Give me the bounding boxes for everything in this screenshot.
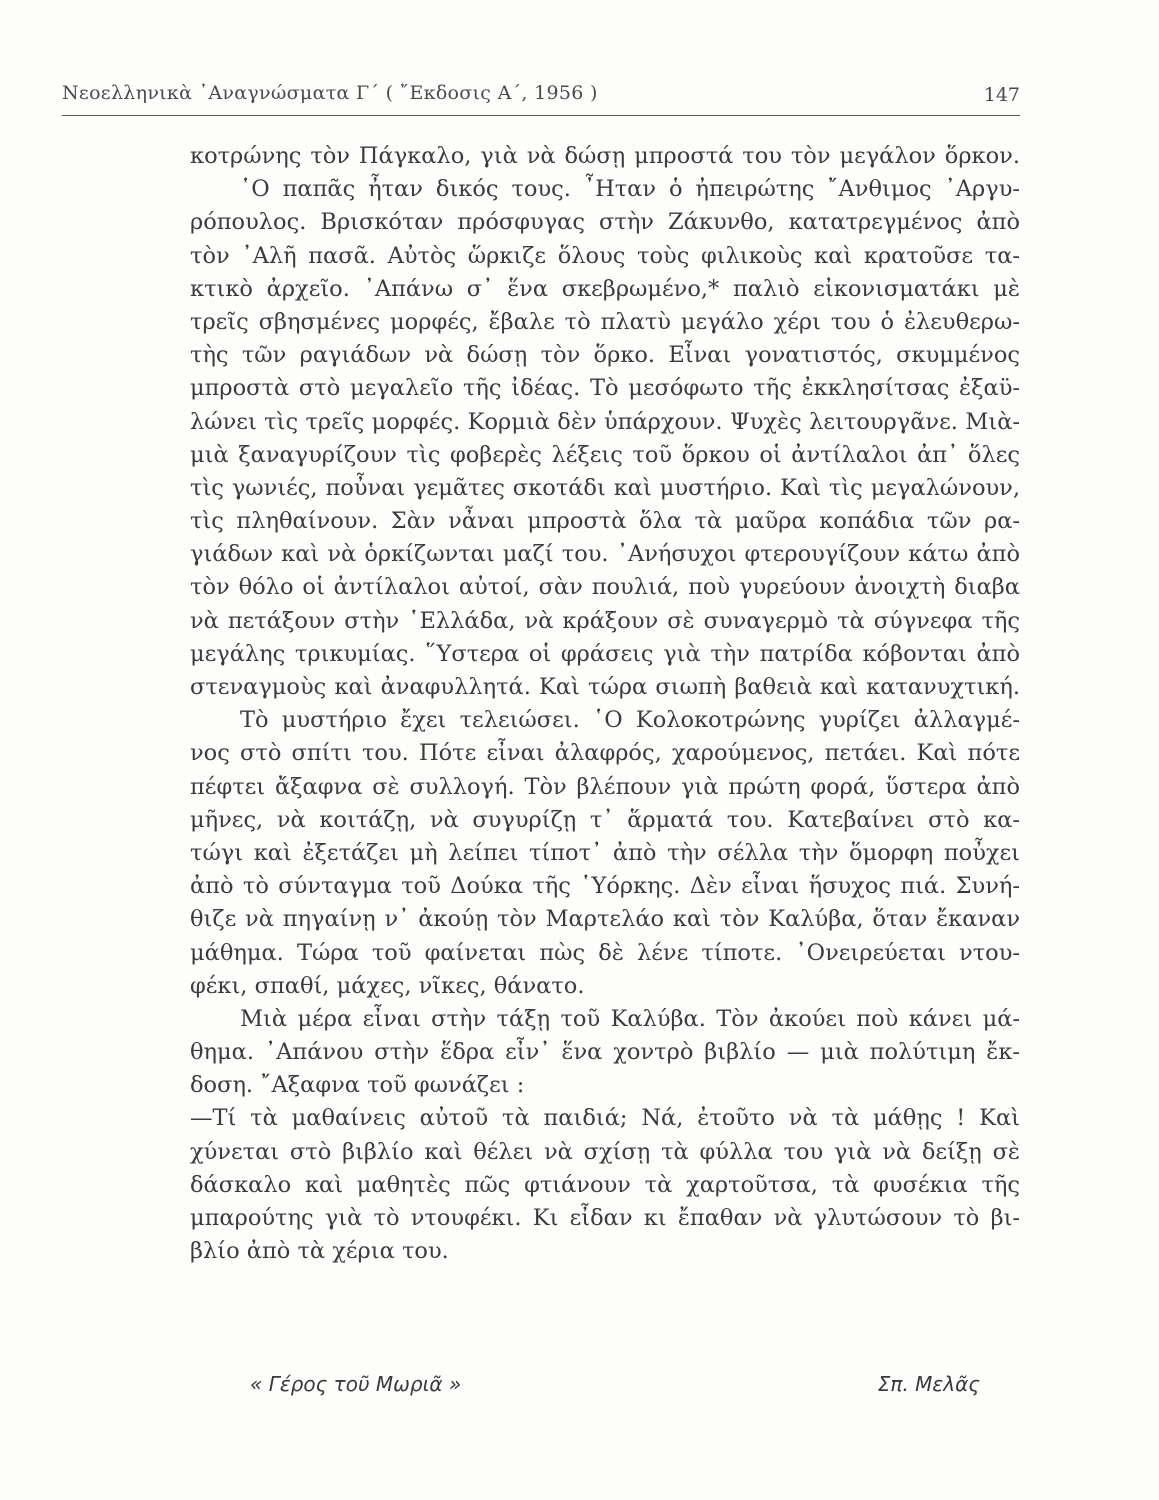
text-line: κοτρώνης τὸν Πάγκαλο, γιὰ νὰ δώσῃ μπροστά του τὸν μεγάλον ὅρκον. [190, 143, 1020, 169]
text-line: Τὸ μυστήριο ἔχει τελειώσει. ῾Ο Κολοκοτρώνης γυρίζει ἀλλαγμέ- [240, 707, 1020, 734]
text-line: μπροστὰ στὸ μεγαλεῖο τῆς ἰδέας. Τὸ μεσόφωτο τῆς ἐκκλησίτσας ἐξαϋ- [190, 375, 1020, 402]
text-line: τὸν ᾿Αλῆ πασᾶ. Αὐτὸς ὥρκιζε ὅλους τοὺς φιλικοὺς καὶ κρατοῦσε τα- [190, 242, 1020, 269]
text-line: μεγάλης τρικυμίας. ῞Υστερα οἱ φράσεις γιὰ τὴν πατρίδα κόβονται ἀπὸ [190, 640, 1020, 667]
text-line: μάθημα. Τώρα τοῦ φαίνεται πὼς δὲ λένε τίποτε. ᾿Ονειρεύεται ντου- [190, 939, 1020, 966]
header-rule [62, 115, 1020, 116]
text-line: τὸν θόλο οἱ ἀντίλαλοι αὐτοί, σὰν πουλιά, ποὺ γυρεύουν ἀνοιχτὴ διαβα [190, 574, 1020, 601]
text-line: γιάδων καὶ νὰ ὁρκίζωνται μαζί του. ᾿Ανήσυχοι φτερουγίζουν κάτω ἀπὸ [190, 541, 1020, 568]
text-line: δοση. ῎Αξαφνα τοῦ φωνάζει : [190, 1072, 525, 1099]
page-footer [250, 1372, 980, 1412]
text-line: ἀπὸ τὸ σύνταγμα τοῦ Δούκα τῆς ῾Υόρκης. Δὲν εἶναι ἥσυχος πιά. Συνή- [190, 873, 1020, 900]
page-number: 147 [983, 84, 1020, 106]
text-line: τὴς τῶν ραγιάδων νὰ δώσῃ τὸν ὅρκο. Εἶναι γονατιστός, σκυμμένος [190, 342, 1020, 369]
page-header [62, 74, 1020, 114]
text-line: κτικὸ ἀρχεῖο. ᾿Απάνω σ᾿ ἕνα σκεβρωμένο,* παλιὸ εἰκονισματάκι μὲ [190, 275, 1020, 302]
text-line: ῾Ο παπᾶς ἦταν δικός τους. ῏Ηταν ὁ ἠπειρώτης ῎Ανθιμος ᾿Αργυ- [240, 176, 1020, 203]
text-line: πέφτει ἄξαφνα σὲ συλλογή. Τὸν βλέπουν γιὰ πρώτη φορά, ὕστερα ἀπὸ [190, 773, 1020, 800]
text-line: τώγι καὶ ἐξετάζει μὴ λείπει τίποτ᾿ ἀπὸ τὴν σέλλα τὴν ὅμορφη ποὖχει [190, 839, 1020, 866]
text-line: μῆνες, νὰ κοιτάζῃ, νὰ συγυρίζῃ τ᾿ ἅρματά του. Κατεβαίνει στὸ κα- [190, 806, 1020, 833]
text-line: τρεῖς σβησμένες μορφές, ἔβαλε τὸ πλατὺ μεγάλο χέρι του ὁ ἐλευθερω- [190, 308, 1020, 335]
text-line: τὶς γωνιές, ποὖναι γεμᾶτες σκοτάδι καὶ μυστήριο. Καὶ τὶς μεγαλώνουν, [190, 474, 1020, 501]
text-line: Μιὰ μέρα εἶναι στὴν τάξῃ τοῦ Καλύβα. Τὸν ἀκούει ποὺ κάνει μά- [240, 1005, 1020, 1032]
text-line: μπαρούτης γιὰ τὸ ντουφέκι. Κι εἶδαν κι ἔπαθαν νὰ γλυτώσουν τὸ βι- [190, 1205, 1020, 1231]
text-line: βλίο ἀπὸ τὰ χέρια του. [190, 1238, 449, 1265]
text-line: θημα. ᾿Απάνου στὴν ἕδρα εἶν᾿ ἕνα χοντρὸ βιβλίο — μιὰ πολύτιμη ἔκ- [190, 1039, 1020, 1066]
text-line: νος στὸ σπίτι του. Πότε εἶναι ἀλαφρός, χαρούμενος, πετάει. Καὶ πότε [190, 740, 1020, 767]
text-line: λώνει τὶς τρεῖς μορφές. Κορμιὰ δὲν ὑπάρχουν. Ψυχὲς λειτουργᾶνε. Μιὰ- [190, 408, 1020, 435]
text-line: στεναγμοὺς καὶ ἀναφυλλητά. Καὶ τώρα σιωπὴ βαθειὰ καὶ κατανυχτική. [190, 674, 1020, 700]
text-line: νὰ πετάξουν στὴν ῾Ελλάδα, νὰ κράξουν σὲ συναγερμὸ τὰ σύγνεφα τῆς [190, 607, 1020, 634]
text-line: ρόπουλος. Βρισκόταν πρόσφυγας στὴν Ζάκυνθο, κατατρεγμένος ἀπὸ [190, 209, 1020, 236]
text-line: χύνεται στὸ βιβλίο καὶ θέλει νὰ σχίσῃ τὰ φύλλα του γιὰ νὰ δείξῃ σὲ [190, 1138, 1020, 1165]
text-line: μιὰ ξαναγυρίζουν τὶς φοβερὲς λέξεις τοῦ ὅρκου οἱ ἀντίλαλοι ἀπ᾿ ὅλες [190, 441, 1020, 468]
body-text [190, 140, 1020, 1268]
text-line: φέκι, σπαθί, μάχες, νῖκες, θάνατο. [190, 972, 585, 999]
text-line: δάσκαλο καὶ μαθητὲς πῶς φτιάνουν τὰ χαρτοῦτσα, τὰ φυσέκια τῆς [190, 1171, 1020, 1198]
text-line: τὶς πληθαίνουν. Σὰν νἆναι μπροστὰ ὅλα τὰ μαῦρα κοπάδια τῶν ρα- [190, 508, 1020, 535]
text-line: —Τί τὰ μαθαίνεις αὐτοῦ τὰ παιδιά; Νά, ἐτοῦτο νὰ τὰ μάθῃς ! Καὶ [190, 1105, 1020, 1132]
author-name: Σπ. Μελᾶς [877, 1372, 980, 1396]
source-citation: « Γέρος τοῦ Μωριᾶ » [250, 1372, 462, 1396]
running-title: Νεοελληνικὰ ᾿Αναγνώσματα Γ΄ ( ῎Εκδοσις Α΄, 1956 ) [62, 82, 598, 104]
text-line: θιζε νὰ πηγαίνῃ ν᾿ ἀκούῃ τὸν Μαρτελάο καὶ τὸν Καλύβα, ὅταν ἔκαναν [190, 906, 1020, 933]
